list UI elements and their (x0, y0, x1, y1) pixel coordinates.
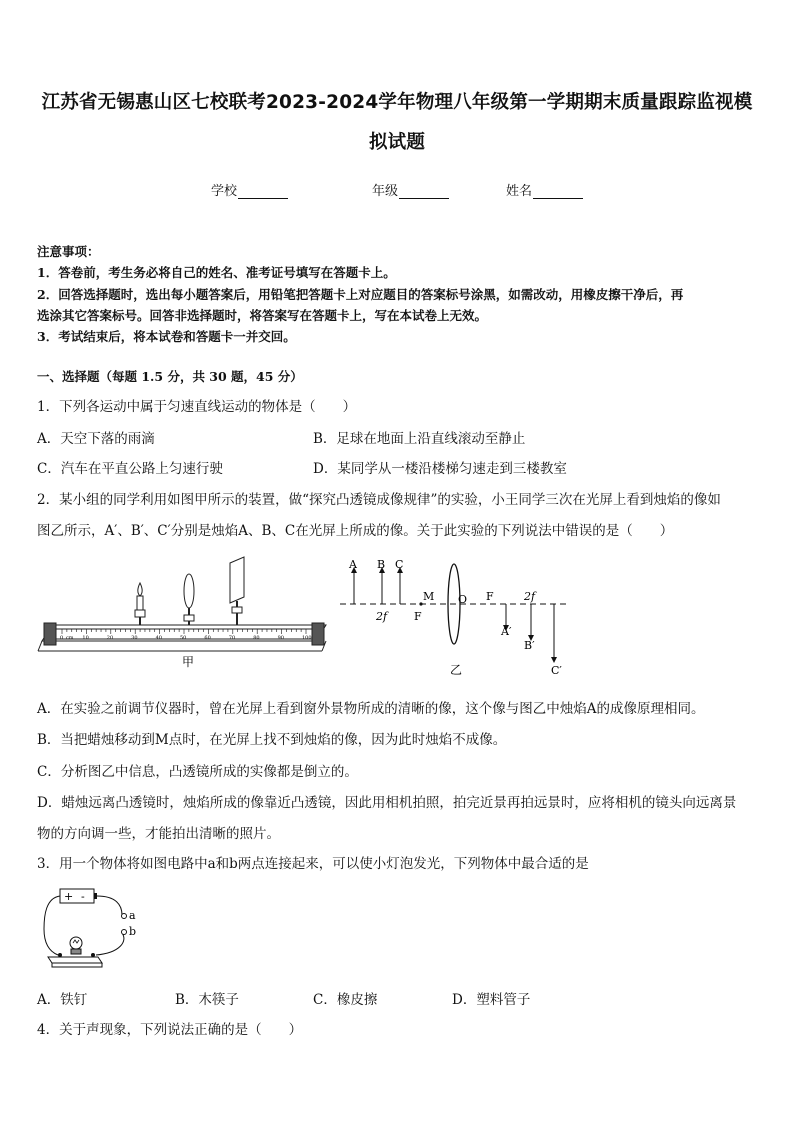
label-c-prime: C′ (551, 664, 562, 677)
grade-label: 年级 (372, 184, 399, 199)
ruler-label: 30 (131, 635, 138, 641)
q3-option-d[interactable]: D．塑料管子 (452, 992, 531, 1008)
ruler-label: 0 (60, 635, 64, 641)
figure-yi-caption: 乙 (450, 663, 463, 677)
label-b-prime: B′ (524, 639, 535, 652)
q2-option-d[interactable]: D．蜡烛远离凸透镜时，烛焰所成的像靠近凸透镜，因此用相机拍照，拍完近景再拍远景时，应将相机的镜头向远离景 (37, 795, 737, 811)
ruler-label: 100 (302, 635, 312, 641)
section-heading: 一、选择题（每题 1.5 分，共 30 题，45 分） (37, 369, 303, 384)
label-f-right: F (486, 590, 494, 603)
label-2f-left: 2f (376, 610, 388, 623)
q4-stem: 4．关于声现象，下列说法正确的是（ ） (37, 1022, 303, 1038)
wire-left (44, 896, 60, 955)
name-label: 姓名 (506, 184, 533, 199)
school-label: 学校 (211, 184, 238, 199)
notice-item-3: 3．考试结束后，将本试卷和答题卡一并交回。 (37, 329, 296, 344)
notice-item-1: 1．答卷前，考生务必将自己的姓名、准考证号填写在答题卡上。 (37, 265, 396, 280)
q1-option-c[interactable]: C．汽车在平直公路上匀速行驶 (37, 461, 223, 477)
battery-plus-label: + (64, 890, 74, 903)
student-info-fields (0, 180, 794, 202)
figure-jia-optical-bench (36, 553, 332, 683)
q3-option-b[interactable]: B．木筷子 (175, 992, 239, 1008)
notice-item-2-cont: 选涂其它答案标号。回答非选择题时，将答案写在答题卡上，写在本试卷上无效。 (37, 308, 488, 323)
ruler-label: 10 (82, 635, 89, 641)
figure-jia-caption: 甲 (182, 655, 195, 669)
exam-title-line-2: 拟试题 (368, 132, 426, 153)
q1-option-b[interactable]: B．足球在地面上沿直线滚动至静止 (313, 431, 526, 447)
ruler-label: 60 (204, 635, 211, 641)
label-c: C (395, 558, 404, 571)
q3-option-c[interactable]: C．橡皮擦 (313, 992, 378, 1008)
q1-stem: 1．下列各运动中属于匀速直线运动的物体是（ ） (37, 399, 357, 415)
q1-option-d[interactable]: D．某同学从一楼沿楼梯匀速走到三楼教室 (313, 461, 567, 477)
school-blank[interactable] (238, 184, 288, 199)
label-b: B (377, 558, 386, 571)
name-blank[interactable] (533, 184, 583, 199)
ruler-label: 50 (180, 635, 187, 641)
label-a: A (349, 558, 357, 571)
terminal-a-label: a (129, 909, 136, 922)
figure-circuit (38, 885, 144, 971)
figure-yi-ray-diagram (336, 556, 576, 682)
name-field (506, 180, 583, 199)
label-2f-right: 2f (524, 590, 536, 603)
q2-option-a[interactable]: A．在实验之前调节仪器时，曾在光屏上看到窗外景物所成的清晰的像，这个像与图乙中烛焰A的成像原理相同。 (37, 701, 705, 717)
notice-item-2: 2．回答选择题时，选出每小题答案后，用铅笔把答题卡上对应题目的答案标号涂黑，如需改动，用橡皮擦干净后，再 (37, 287, 684, 302)
terminal-a[interactable] (122, 914, 127, 919)
light-screen-icon (230, 557, 244, 629)
school-field (211, 180, 288, 199)
q1-option-a[interactable]: A．天空下落的雨滴 (37, 431, 155, 447)
bulb-base-board (48, 953, 102, 967)
battery-minus-label: - (81, 890, 85, 903)
ruler-label: 70 (228, 635, 236, 641)
convex-lens-icon (184, 574, 194, 629)
wire-top-right (97, 896, 122, 915)
q2-stem-line-1: 2．某小组的同学利用如图甲所示的装置，做“探究凸透镜成像规律”的实验，小王同学三次在光屏上看到烛焰的像如 (37, 492, 721, 508)
q2-option-b[interactable]: B．当把蜡烛移动到M点时，在光屏上找不到烛焰的像，因为此时烛焰不成像。 (37, 732, 507, 748)
label-a-prime: A′ (501, 625, 512, 638)
candle-icon (135, 583, 145, 629)
q2-option-c[interactable]: C．分析图乙中信息，凸透镜所成的实像都是倒立的。 (37, 764, 358, 780)
grade-field (372, 180, 449, 199)
q3-stem: 3．用一个物体将如图电路中a和b两点连接起来，可以使小灯泡发光，下列物体中最合适的是 (37, 856, 589, 872)
label-m: M (423, 590, 435, 603)
ruler-label: cm (66, 635, 74, 641)
q2-stem-line-2: 图乙所示，A′、B′、C′分别是烛焰A、B、C在光屏上所成的像。关于此实验的下列说法中错误的是（ ） (37, 523, 674, 539)
label-f-left: F (414, 610, 422, 623)
terminal-b-label: b (129, 925, 137, 938)
q2-option-d-cont: 物的方向调一些，才能拍出清晰的照片。 (37, 826, 280, 842)
ruler-label: 80 (253, 635, 260, 641)
grade-blank[interactable] (399, 184, 449, 199)
label-o: O (458, 593, 468, 606)
ruler-label: 20 (106, 635, 114, 641)
light-bulb-icon (70, 937, 82, 954)
ruler-label: 90 (277, 635, 284, 641)
q3-option-a[interactable]: A．铁钉 (37, 992, 88, 1008)
terminal-b[interactable] (122, 930, 127, 935)
battery-icon (60, 889, 97, 903)
wire-bottom-right (96, 933, 124, 955)
exam-title-line-1: 江苏省无锡惠山区七校联考2023-2024学年物理八年级第一学期期末质量跟踪监视模 (41, 92, 753, 113)
ruler-label: 40 (155, 635, 162, 641)
notice-heading: 注意事项： (37, 244, 100, 259)
